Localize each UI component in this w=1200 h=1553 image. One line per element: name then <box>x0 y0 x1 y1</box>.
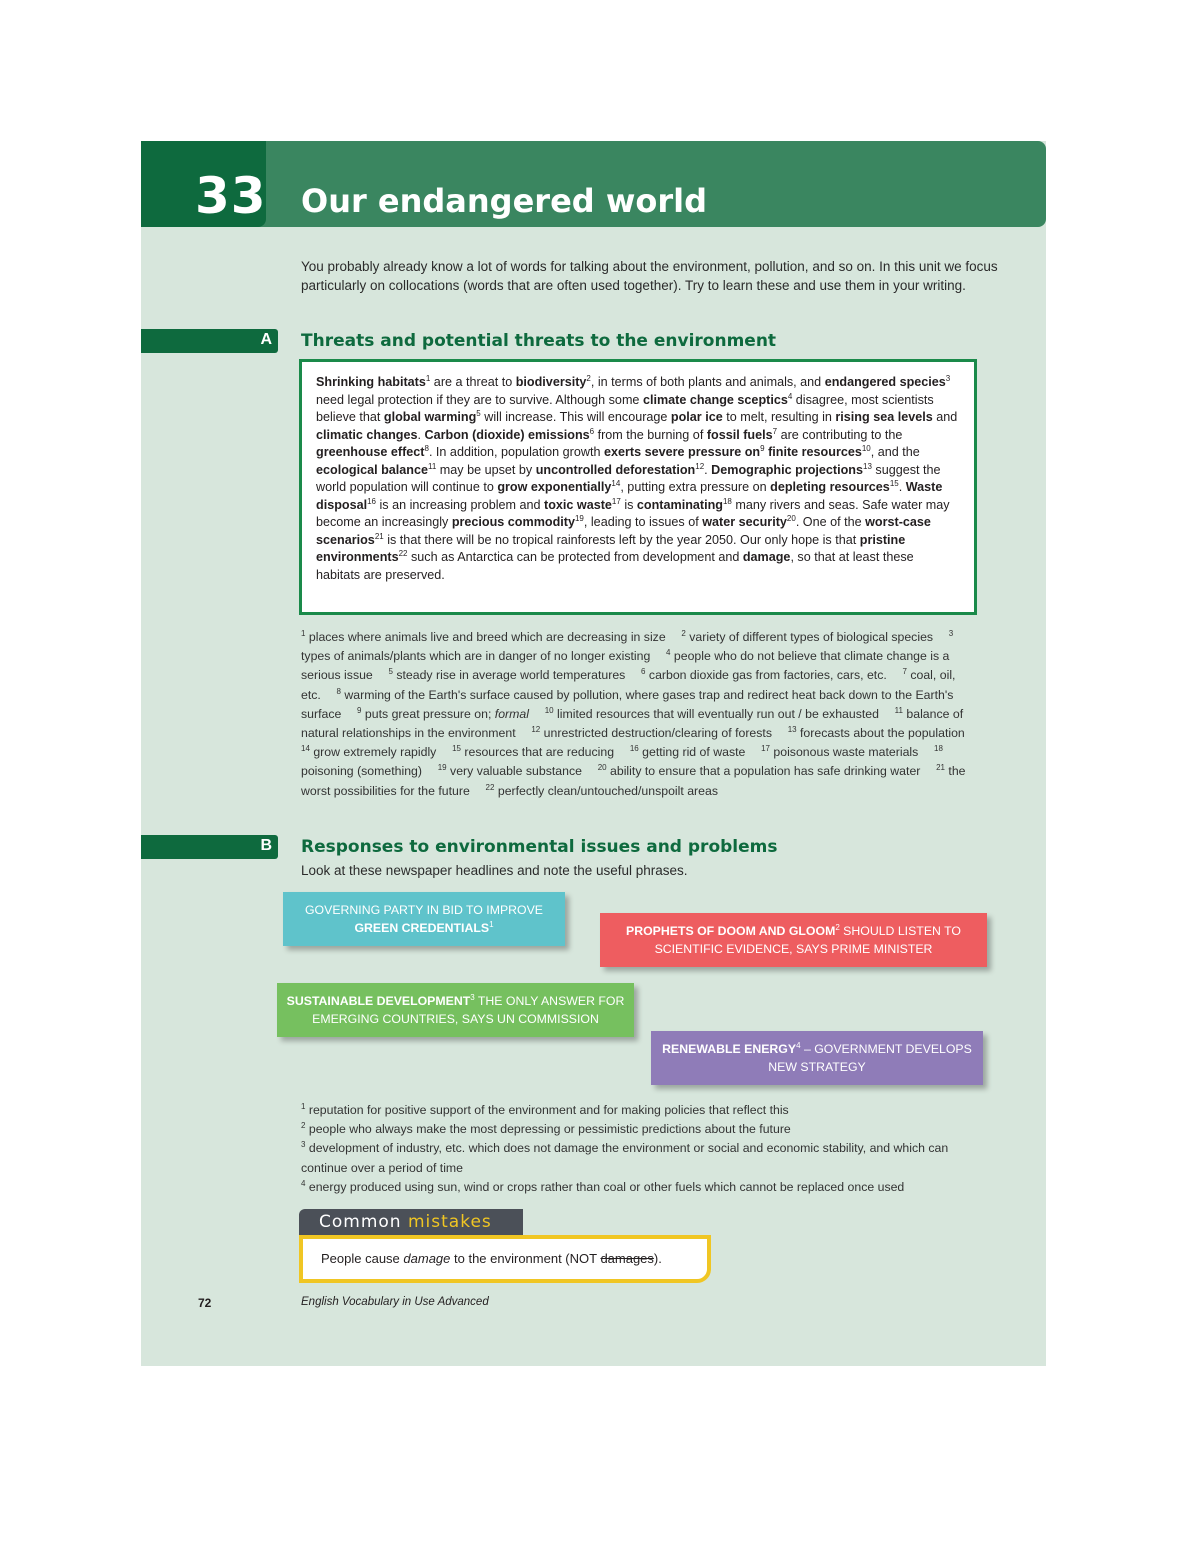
glossary-number: 11 <box>894 705 903 715</box>
glossary-text: variety of different types of biological species <box>685 630 934 644</box>
glossary-text: balance of natural relationships in the environment <box>301 706 964 741</box>
footnote-ref: 14 <box>611 478 621 488</box>
headline-key-phrase: GREEN CREDENTIALS <box>354 921 490 935</box>
footnote-ref: 4 <box>796 1040 801 1050</box>
footnote-ref: 10 <box>861 443 871 453</box>
glossary-note <box>301 1101 981 1120</box>
unit-number-box <box>141 141 266 227</box>
passage-text: , putting extra pressure on <box>620 480 771 494</box>
passage-text: are a threat to <box>430 375 516 389</box>
section-b-glossary <box>301 1101 981 1197</box>
glossary-text: the worst possibilities for the future <box>301 764 966 798</box>
section-a-heading: Threats and potential threats to the environment <box>301 331 777 351</box>
section-a-passage <box>299 359 977 615</box>
key-phrase: climatic changes <box>316 427 418 442</box>
key-phrase: pristine environments <box>316 532 906 564</box>
key-phrase: greenhouse effect <box>316 445 425 459</box>
footnote-ref: 21 <box>374 531 384 541</box>
key-phrase: Shrinking habitats <box>316 375 426 389</box>
key-phrase: Demographic projections <box>711 462 864 477</box>
glossary-text: very valuable substance <box>446 764 582 779</box>
glossary-text: warming of the Earth's surface caused by pollution, where gases trap and redirect heat back down to the Earth's surface <box>301 687 954 721</box>
key-phrase: uncontrolled deforestation <box>535 462 696 477</box>
footnote-ref: 12 <box>695 461 705 471</box>
glossary-note <box>531 726 772 740</box>
glossary-number: 20 <box>597 763 607 773</box>
key-phrase: Waste disposal <box>316 480 943 512</box>
key-phrase: depleting resources <box>770 480 890 494</box>
passage-text: . One of the <box>795 515 866 529</box>
passage-text: to melt, resulting in <box>722 410 836 424</box>
section-b-instruction: Look at these newspaper headlines and note the useful phrases. <box>301 863 688 878</box>
footnote-ref: 3 <box>470 992 475 1002</box>
glossary-number: 3 <box>948 628 954 638</box>
glossary-number: 2 <box>301 1121 306 1131</box>
headline-key-phrase: PROPHETS OF DOOM AND GLOOM <box>626 924 836 938</box>
key-phrase: biodiversity <box>515 375 587 389</box>
passage-text: is <box>620 497 637 512</box>
passage-text: , and the <box>870 445 920 459</box>
headline-rest: SHOULD LISTEN TO SCIENTIFIC EVIDENCE, SAYS PRIME MINISTER <box>654 924 961 956</box>
key-phrase: polar ice <box>670 410 723 424</box>
footnote-ref: 4 <box>787 391 793 401</box>
glossary-number: 22 <box>485 782 495 792</box>
key-phrase: toxic waste <box>544 497 612 512</box>
passage-text: need legal protection if they are to survive. Although some <box>316 392 643 407</box>
headline-text <box>283 919 565 937</box>
footnote-ref: 18 <box>722 496 732 506</box>
key-phrase: water security <box>702 515 787 529</box>
headline-key-phrase: SUSTAINABLE DEVELOPMENT <box>286 994 471 1008</box>
glossary-number: 19 <box>437 763 447 773</box>
passage-text: , in terms of both plants and animals, and <box>590 375 825 389</box>
footnote-ref: 7 <box>772 426 778 436</box>
glossary-number: 1 <box>301 1101 306 1111</box>
glossary-note <box>545 707 879 721</box>
section-b-tab <box>141 835 278 859</box>
passage-text: from the burning of <box>594 427 707 442</box>
glossary-number: 12 <box>531 724 541 734</box>
glossary-note <box>438 764 582 778</box>
glossary-number: 16 <box>629 744 639 754</box>
glossary-note <box>301 745 436 759</box>
glossary-number: 6 <box>641 667 646 677</box>
passage-text: such as Antarctica can be protected from development and <box>407 550 743 564</box>
book-title: English Vocabulary in Use Advanced <box>301 1296 489 1308</box>
glossary-text: perfectly clean/untouched/unspoilt areas <box>494 783 718 798</box>
mistake-text-after: ). <box>653 1251 662 1266</box>
common-mistakes-box <box>299 1235 711 1283</box>
glossary-note <box>630 745 746 759</box>
key-phrase: damage <box>742 550 791 564</box>
section-a-tab <box>141 329 278 353</box>
glossary-number: 3 <box>301 1140 306 1150</box>
footnote-ref: 2 <box>586 373 591 383</box>
glossary-text: limited resources that will eventually run out / be exhausted <box>553 706 879 721</box>
passage-text: and <box>932 410 958 424</box>
intro-text: You probably already know a lot of words for talking about the environment, pollution, and so on. In this unit we focus particularly on collocations (words that are often used together). Try to learn these and use them in your writing. <box>301 259 998 293</box>
glossary-text: people who do not believe that climate change is a serious issue <box>301 649 950 683</box>
mistake-text-before: People cause <box>321 1251 404 1266</box>
footnote-ref: 9 <box>760 443 765 453</box>
key-phrase: endangered species <box>824 375 946 389</box>
passage-text: disagree, most scientists believe that <box>316 392 934 424</box>
page <box>141 141 1046 1366</box>
footnote-ref: 2 <box>835 922 840 932</box>
glossary-number: 9 <box>357 705 362 715</box>
glossary-note <box>598 764 921 778</box>
glossary-text: development of industry, etc. which does not damage the environment or social and economic stability, and which can continue over a period of time <box>301 1141 949 1175</box>
passage-text: will increase. This will encourage <box>480 410 671 424</box>
glossary-note <box>641 668 887 682</box>
glossary-number: 10 <box>544 705 554 715</box>
headline-text <box>277 992 634 1028</box>
glossary-text: people who always make the most depressing or pessimistic predictions about the future <box>305 1122 791 1137</box>
headline-text <box>651 1040 983 1076</box>
footnote-ref: 17 <box>611 496 621 506</box>
glossary-text: energy produced using sun, wind or crops rather than coal or other fuels which cannot be replaced once used <box>305 1179 905 1194</box>
glossary-number: 4 <box>301 1178 306 1188</box>
section-a-letter: A <box>260 331 272 348</box>
glossary-text: unrestricted destruction/clearing of forests <box>540 726 772 741</box>
headline-renewable-energy <box>651 1031 983 1085</box>
key-phrase: rising sea levels <box>835 410 933 424</box>
footnote-ref: 15 <box>889 478 899 488</box>
key-phrase: precious commodity <box>451 515 575 529</box>
glossary-note <box>301 1178 981 1197</box>
glossary-note <box>681 630 933 644</box>
footnote-ref: 13 <box>863 461 872 471</box>
headline-green-credentials <box>283 892 565 946</box>
glossary-number: 4 <box>666 648 671 658</box>
glossary-text: poisoning (something) <box>301 764 422 779</box>
glossary-number: 5 <box>388 667 393 677</box>
glossary-number: 2 <box>681 628 686 638</box>
passage-text: , so that at least these habitats are preserved. <box>316 550 914 582</box>
mistake-correct-word: damage <box>403 1251 451 1266</box>
footnote-ref: 1 <box>489 919 494 929</box>
passage-text: is an increasing problem and <box>376 497 545 512</box>
glossary-note <box>452 745 614 759</box>
passage-text: . <box>704 462 712 477</box>
glossary-number: 18 <box>934 744 943 754</box>
footnote-ref: 5 <box>476 408 481 418</box>
glossary-text: grow extremely rapidly <box>309 745 437 760</box>
glossary-note <box>301 1139 981 1177</box>
unit-number: 33 <box>195 167 267 225</box>
headline-sustainable-development <box>277 983 634 1037</box>
passage-text: is that there will be no tropical rainforests left by the year 2050. Our only hope is that <box>383 532 860 547</box>
section-b-letter: B <box>260 837 272 854</box>
passage-text: . <box>898 480 906 494</box>
glossary-text: poisonous waste materials <box>769 745 919 760</box>
key-phrase: exerts severe pressure on <box>603 445 761 459</box>
glossary-note <box>788 726 965 740</box>
glossary-number: 8 <box>336 686 341 696</box>
key-phrase: climate change sceptics <box>642 392 788 407</box>
glossary-note <box>486 784 718 798</box>
footnote-ref: 22 <box>398 548 408 558</box>
mistake-text-middle: to the environment (NOT <box>450 1251 601 1266</box>
headline-rest: – GOVERNMENT DEVELOPS NEW STRATEGY <box>768 1042 972 1074</box>
glossary-text: ability to ensure that a population has safe drinking water <box>606 764 921 779</box>
passage-text: suggest the world population will continue to <box>316 462 941 494</box>
glossary-text: steady rise in average world temperatures <box>392 668 626 683</box>
common-mistakes-tab <box>299 1209 523 1235</box>
glossary-register: formal <box>494 706 529 721</box>
glossary-text: carbon dioxide gas from factories, cars, etc. <box>645 668 887 683</box>
glossary-text: getting rid of waste <box>638 745 746 760</box>
footnote-ref: 1 <box>425 373 431 383</box>
key-phrase: contaminating <box>636 497 723 512</box>
common-mistakes-word2: mistakes <box>407 1212 492 1232</box>
glossary-number: 21 <box>936 763 945 773</box>
glossary-text: types of animals/plants which are in danger of no longer existing <box>301 649 651 664</box>
footnote-ref: 6 <box>589 426 595 436</box>
glossary-note <box>357 707 529 721</box>
glossary-text: reputation for positive support of the environment and for making policies that reflect this <box>305 1103 789 1117</box>
key-phrase: fossil fuels <box>706 427 773 442</box>
footnote-ref: 8 <box>424 443 429 453</box>
passage-text: . In addition, population growth <box>428 445 604 459</box>
footnote-ref: 16 <box>367 496 376 506</box>
mistake-wrong-word: damages <box>600 1251 654 1266</box>
key-phrase: grow exponentially <box>497 480 612 494</box>
glossary-number: 15 <box>452 744 461 754</box>
headline-rest: THE ONLY ANSWER FOR EMERGING COUNTRIES, SAYS UN COMMISSION <box>312 994 625 1026</box>
footnote-ref: 11 <box>428 461 437 471</box>
glossary-text: coal, oil, etc. <box>301 668 956 702</box>
glossary-number: 1 <box>301 628 306 638</box>
passage-text: many rivers and seas. Safe water may become an increasingly <box>316 497 950 529</box>
key-phrase: ecological balance <box>316 462 428 477</box>
glossary-text: puts great pressure on; <box>361 706 495 721</box>
key-phrase: global warming <box>383 410 477 424</box>
passage-text: , leading to issues of <box>583 515 703 529</box>
glossary-number: 14 <box>301 744 310 754</box>
glossary-note <box>301 630 666 644</box>
glossary-note <box>388 668 625 682</box>
passage-text: are contributing to the <box>777 427 903 442</box>
glossary-text: places where animals live and breed which are decreasing in size <box>305 630 666 644</box>
key-phrase: Carbon (dioxide) emissions <box>424 427 590 442</box>
page-number: 72 <box>198 1296 212 1310</box>
unit-title: Our endangered world <box>301 182 708 220</box>
glossary-text: forecasts about the population <box>796 726 965 741</box>
key-phrase: worst-case scenarios <box>316 515 931 547</box>
section-b-heading: Responses to environmental issues and problems <box>301 837 778 857</box>
glossary-note <box>301 1120 981 1139</box>
common-mistakes-word1: Common <box>319 1212 402 1232</box>
glossary-number: 17 <box>761 744 770 754</box>
key-phrase: finite resources <box>768 445 862 459</box>
footnote-ref: 3 <box>945 373 951 383</box>
headline-prophets-of-doom <box>600 913 987 967</box>
headline-text <box>600 922 987 958</box>
headline-key-phrase: RENEWABLE ENERGY <box>662 1042 797 1056</box>
passage-text: . <box>417 427 425 442</box>
glossary-number: 7 <box>902 667 907 677</box>
footnote-ref: 19 <box>574 513 584 523</box>
glossary-text: resources that are reducing <box>460 745 615 760</box>
section-a-glossary <box>301 628 981 801</box>
footnote-ref: 20 <box>786 513 796 523</box>
glossary-note <box>761 745 918 759</box>
passage-text: may be upset by <box>436 462 536 477</box>
headline-line: GOVERNING PARTY IN BID TO IMPROVE <box>304 903 544 917</box>
glossary-number: 13 <box>787 724 797 734</box>
